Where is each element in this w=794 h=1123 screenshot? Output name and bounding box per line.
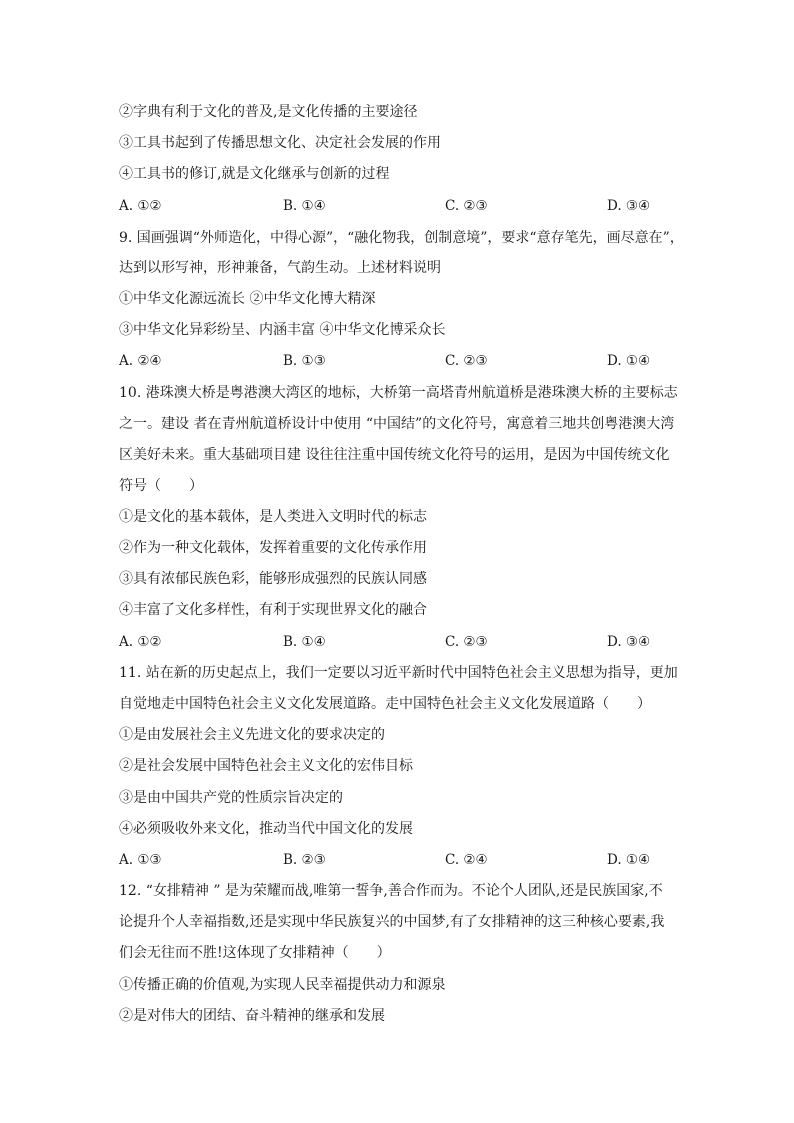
q10-stem-line-4: 符号（ ） (119, 478, 203, 494)
q12-stem-line-3: 们会无往而不胜!这体现了女排精神（ ） (119, 945, 391, 961)
q9-options (119, 351, 679, 371)
q9-option-b: B. ①③ (283, 353, 326, 369)
q11-option-a: A. ①③ (119, 852, 162, 868)
q9-stem-line-2: 达到以形写神，形神兼备，气韵生动。上述材料说明 (119, 260, 441, 276)
q9-stem-line-1: 9. 国画强调“外师造化，中得心源”，“融化物我，创制意境”，要求“意存笔先，画尽意在”， (119, 230, 684, 246)
q12-stem-line-2: 论提升个人幸福指数,还是实现中华民族复兴的中国梦,有了女排精神的这三种核心要素,我 (119, 914, 665, 930)
q11-option-d: D. ①④ (607, 852, 651, 868)
q10-option-a: A. ①② (119, 634, 162, 650)
q8-options (119, 196, 679, 216)
q10-item-4: ④丰富了文化多样性，有利于实现世界文化的融合 (119, 602, 427, 618)
q10-stem-line-2: 之一。建设 者在青州航道桥设计中使用 “中国结”的文化符号，寓意着三地共创粤港澳大湾 (119, 416, 675, 432)
q8-item-4: ④工具书的修订,就是文化继承与创新的过程 (119, 166, 390, 182)
q11-item-1: ①是由发展社会主义先进文化的要求决定的 (119, 727, 385, 743)
q10-option-b: B. ①④ (283, 634, 326, 650)
q11-options (119, 850, 679, 870)
q9-option-c: C. ②③ (445, 353, 488, 369)
q8-option-c: C. ②③ (445, 198, 488, 214)
q10-stem-line-1: 10. 港珠澳大桥是粤港澳大湾区的地标，大桥第一高塔青州航道桥是港珠澳大桥的主要标志 (119, 385, 678, 401)
q12-stem-line-1: 12. “女排精神 ” 是为荣耀而战,唯第一誓争,善合作而为。不论个人团队,还是民族国家,不 (119, 883, 663, 899)
q11-option-c: C. ②④ (445, 852, 488, 868)
q12-item-2: ②是对伟大的团结、奋斗精神的继承和发展 (119, 1008, 385, 1024)
q8-option-d: D. ③④ (607, 198, 651, 214)
q10-item-3: ③具有浓郁民族色彩，能够形成强烈的民族认同感 (119, 571, 427, 587)
q9-option-d: D. ①④ (607, 353, 651, 369)
q10-option-c: C. ②③ (445, 634, 488, 650)
q9-items-line-1: ①中华文化源远流长 ②中华文化博大精深 (119, 291, 376, 307)
q11-item-3: ③是由中国共产党的性质宗旨决定的 (119, 790, 343, 806)
q8-option-b: B. ①④ (283, 198, 326, 214)
q10-options (119, 632, 679, 652)
q10-stem-line-3: 区美好未来。重大基础项目建 设往往注重中国传统文化符号的运用，是因为中国传统文化 (119, 447, 670, 463)
q9-option-a: A. ②④ (119, 353, 162, 369)
q8-option-a: A. ①② (119, 198, 162, 214)
q8-item-2: ②字典有利于文化的普及,是文化传播的主要途径 (119, 104, 418, 120)
q11-option-b: B. ②③ (283, 852, 326, 868)
q8-item-3: ③工具书起到了传播思想文化、决定社会发展的作用 (119, 135, 441, 151)
q11-item-2: ②是社会发展中国特色社会主义文化的宏伟目标 (119, 758, 413, 774)
q10-item-1: ①是文化的基本载体，是人类进入文明时代的标志 (119, 509, 427, 525)
q11-item-4: ④必须吸收外来文化，推动当代中国文化的发展 (119, 821, 413, 837)
q9-items-line-2: ③中华文化异彩纷呈、内涵丰富 ④中华文化博采众长 (119, 322, 446, 338)
q12-item-1: ①传播正确的价值观,为实现人民幸福提供动力和源泉 (119, 977, 446, 993)
q10-option-d: D. ③④ (607, 634, 651, 650)
q10-item-2: ②作为一种文化载体，发挥着重要的文化传承作用 (119, 540, 427, 556)
q11-stem-line-2: 自觉地走中国特色社会主义文化发展道路。走中国特色社会主义文化发展道路（ ） (119, 696, 651, 712)
q11-stem-line-1: 11. 站在新的历史起点上，我们一定要以习近平新时代中国特色社会主义思想为指导，更加 (119, 665, 678, 681)
